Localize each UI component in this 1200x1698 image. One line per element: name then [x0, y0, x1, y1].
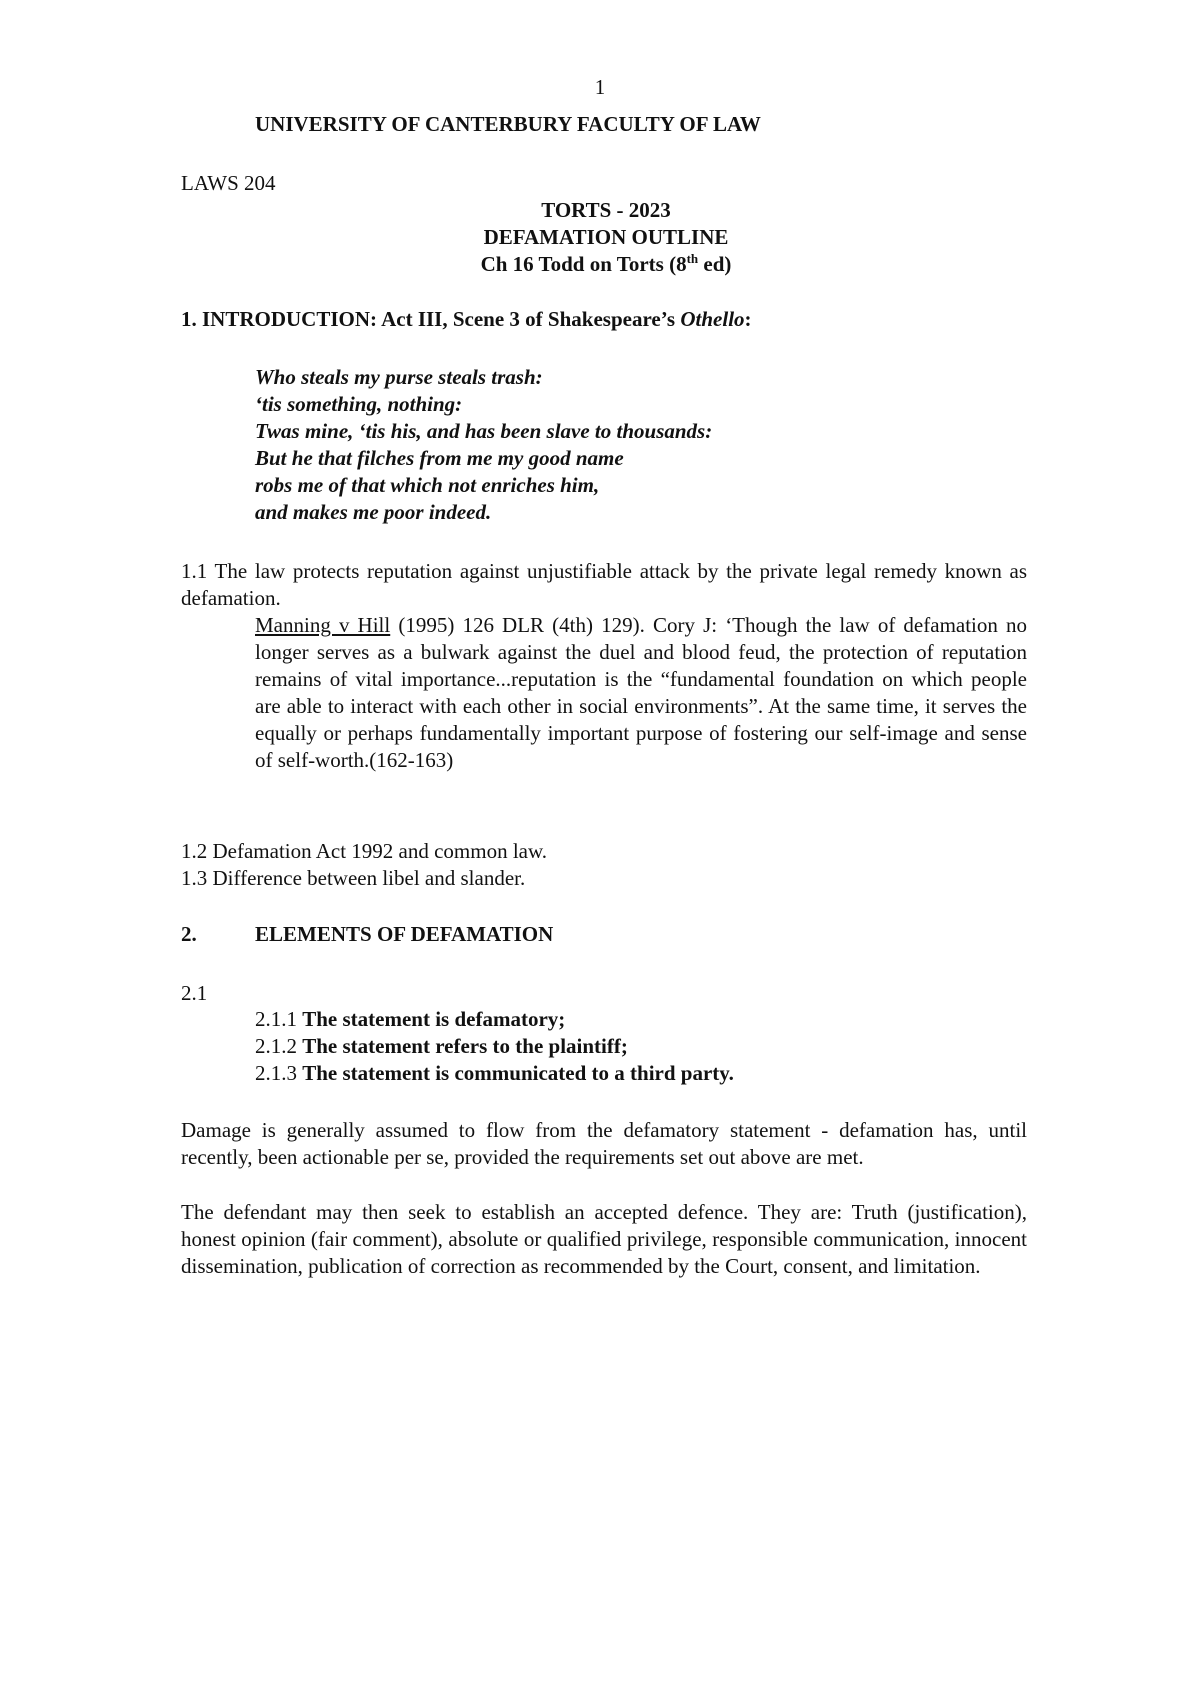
quote-line: Who steals my purse steals trash: [255, 365, 543, 389]
section-2-heading: ELEMENTS OF DEFAMATION [255, 922, 554, 946]
quote-line: But he that filches from me my good name [255, 446, 624, 470]
section-1-3: 1.3 Difference between libel and slander. [181, 866, 526, 890]
quote-line: ‘tis something, nothing: [255, 392, 463, 416]
element-item [255, 1033, 628, 1060]
title-line-1: TORTS - 2023 [541, 198, 671, 222]
element-number: 2.1.3 [255, 1061, 303, 1085]
defence-paragraph: The defendant may then seek to establish an accepted defence. They are: Truth (justification), honest opinion (fair comment), absolute or qualified privilege, responsible communication, innocent dissemination, publication of correction as recommended by the Court, consent, and limitation. [181, 1200, 1027, 1278]
element-text: The statement is communicated to a third party. [302, 1061, 734, 1085]
element-text: The statement is defamatory; [302, 1007, 566, 1031]
quote-line: robs me of that which not enriches him, [255, 473, 600, 497]
quote-line: and makes me poor indeed. [255, 500, 492, 524]
course-code: LAWS 204 [181, 171, 276, 195]
case-name: Manning v Hill [255, 613, 391, 637]
title-line-3-superscript: th [686, 251, 699, 266]
damage-paragraph: Damage is generally assumed to flow from the defamatory statement - defamation has, until recently, been actionable per se, provided the requirements set out above are met. [181, 1118, 1027, 1169]
manning-v-hill-quote [255, 612, 1027, 774]
title-line-2: DEFAMATION OUTLINE [483, 225, 729, 249]
section-2-number: 2. [181, 922, 197, 946]
title-line-3-suffix: ed) [698, 252, 732, 276]
intro-heading-text: 1. INTRODUCTION: Act III, Scene 3 of Shakespeare’s [181, 307, 681, 331]
section-2-1-number: 2.1 [181, 981, 208, 1005]
element-number: 2.1.2 [255, 1034, 303, 1058]
title-line-3-text: Ch 16 Todd on Torts (8 [480, 252, 687, 276]
case-quote-text: (1995) 126 DLR (4th) 129). Cory J: ‘Though the law of defamation no longer serves as a bulwark against the duel and blood feud, the protection of reputation remains of vital importance...reputation is the “fundamental foundation on which people are able to interact with each other in social environments”. At the same time, it serves the equally or perhaps fundamentally important purpose of fostering our self-image and sense of self-worth.(162-163) [255, 613, 1028, 772]
quote-line: Twas mine, ‘tis his, and has been slave to thousands: [255, 419, 713, 443]
intro-heading [181, 306, 752, 333]
section-1-1-paragraph: 1.1 The law protects reputation against unjustifiable attack by the private legal remedy known as defamation. [181, 559, 1027, 610]
element-number: 2.1.1 [255, 1007, 303, 1031]
intro-heading-colon: : [744, 307, 752, 331]
institution-heading: UNIVERSITY OF CANTERBURY FACULTY OF LAW [255, 112, 761, 136]
page-number: 1 [594, 75, 606, 99]
element-item [255, 1006, 565, 1033]
title-line-3 [6, 251, 1200, 278]
section-1-2: 1.2 Defamation Act 1992 and common law. [181, 839, 548, 863]
intro-heading-play-title: Othello [680, 307, 745, 331]
element-text: The statement refers to the plaintiff; [302, 1034, 628, 1058]
element-item [255, 1060, 734, 1087]
